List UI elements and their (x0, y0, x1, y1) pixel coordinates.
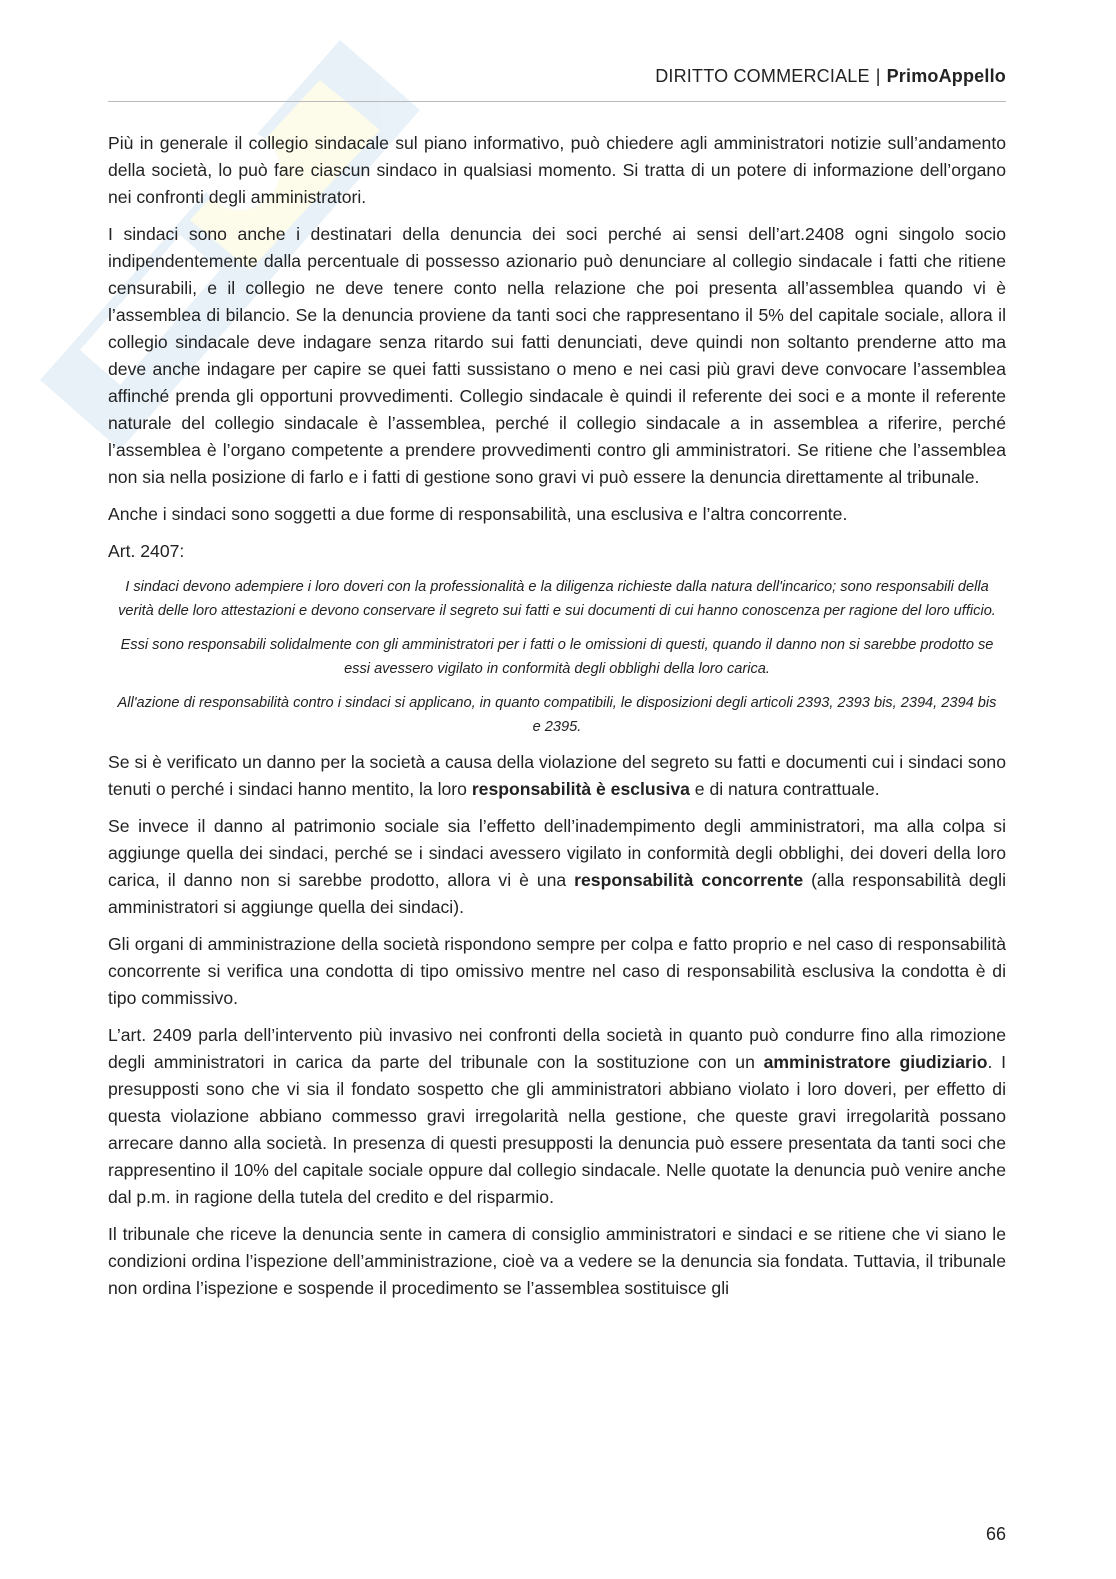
law-quote: Essi sono responsabili solidalmente con gli amministratori per i fatti o le omissioni di questi, quando il danno non si sarebbe prodotto se essi avessero vigilato in conformità degli obblighi della loro carica. (120, 637, 994, 677)
paragraph: Anche i sindaci sono soggetti a due forme di responsabilità, una esclusiva e l’altra concorrente. (108, 504, 848, 524)
bold-term: amministratore giudiziario (763, 1052, 988, 1072)
paragraph (108, 813, 1006, 921)
header-brand: PrimoAppello (886, 66, 1006, 86)
bold-term: responsabilità è esclusiva (471, 779, 690, 799)
text-run: . I presupposti sono che vi sia il fondato sospetto che gli amministratori abbiano violato i loro doveri, per effetto di questa violazione abbiano commesso gravi irregolarità nella gestione, che queste gravi irregolarità possano arrecare danno alla società. In presenza di questi presupposti la denuncia può essere presentata da tanti soci che rappresentino il 10% del capitale sociale oppure dal collegio sindacale. Nelle quotate la denuncia può venire anche dal p.m. in ragione della tutela del credito e del risparmio. (108, 1052, 1006, 1207)
bold-term: responsabilità concorrente (574, 870, 804, 890)
page-number: 66 (985, 1524, 1006, 1544)
paragraph: I sindaci sono anche i destinatari della denuncia dei soci perché ai sensi dell’art.2408 ogni singolo socio indipendentemente dalla percentuale di possesso azionario può denunciare al collegio sindacale i fatti che ritiene censurabili, e il collegio ne deve tenere conto nella relazione che poi presenta all’assemblea quando vi è l’assemblea di bilancio. Se la denuncia proviene da tanti soci che rappresentano il 5% del capitale sociale, allora il collegio sindacale deve indagare senza ritardo sui fatti denunciati, deve quindi non soltanto prenderne atto ma deve anche indagare per capire se quei fatti sussistano o meno e nei casi più gravi deve convocare l’assemblea affinché prenda gli opportuni provvedimenti. Collegio sindacale è quindi il referente dei soci e a monte il referente naturale del collegio sindacale è l’assemblea, perché il collegio sindacale a in assemblea a riferire, perché l’assemblea è l’organo competente a prendere provvedimenti contro gli amministratori. Se ritiene che l’assemblea non sia nella posizione di farlo e i fatti di gestione sono gravi vi può essere la denuncia direttamente al tribunale. (108, 224, 1006, 487)
paragraph: Art. 2407: (108, 541, 185, 561)
text-run: Se invece il danno al patrimonio sociale sia l’effetto dell’inadempimento degli amministratori, ma alla colpa si aggiunge quella dei sindaci, perché se i sindaci avessero vigilato in conformità degli obblighi, dei doveri della loro carica, il danno non si sarebbe prodotto, allora vi è una (108, 816, 1006, 890)
header-divider (108, 101, 1006, 102)
law-quote: All'azione di responsabilità contro i sindaci si applicano, in quanto compatibili, le disposizioni degli articoli 2393, 2393 bis, 2394, 2394 bis e 2395. (117, 695, 997, 735)
header-subject: DIRITTO COMMERCIALE (655, 66, 870, 86)
paragraph: Gli organi di amministrazione della società rispondono sempre per colpa e fatto proprio e nel caso di responsabilità concorrente si verifica una condotta di tipo omissivo mentre nel caso di responsabilità esclusiva la condotta è di tipo commissivo. (108, 934, 1006, 1008)
header-separator: | (875, 66, 881, 86)
law-quote: I sindaci devono adempiere i loro doveri con la professionalità e la diligenza richieste dalla natura dell'incarico; sono responsabili della verità delle loro attestazioni e devono conservare il segreto sui fatti e sui documenti di cui hanno conoscenza per ragione del loro ufficio. (118, 579, 996, 619)
paragraph (108, 1022, 1006, 1211)
paragraph: Il tribunale che riceve la denuncia sente in camera di consiglio amministratori e sindaci e se ritiene che vi siano le condizioni ordina l’ispezione dell’amministrazione, cioè va a vedere se la denuncia sia fondata. Tuttavia, il tribunale non ordina l’ispezione e sospende il procedimento se l’assemblea sostituisce gli (108, 1224, 1006, 1298)
text-run: L’art. 2409 parla dell’intervento più invasivo nei confronti della società in quanto può condurre fino alla rimozione degli amministratori in carica da parte del tribunale con la sostituzione con un (108, 1025, 1006, 1072)
paragraph (108, 749, 1006, 803)
text-run: (alla responsabilità degli amministratori si aggiunge quella dei sindaci). (108, 870, 1006, 917)
document-body (108, 130, 1006, 1312)
paragraph: Più in generale il collegio sindacale sul piano informativo, può chiedere agli amministratori notizie sull’andamento della società, lo può fare ciascun sindaco in qualsiasi momento. Si tratta di un potere di informazione dell’organo nei confronti degli amministratori. (108, 133, 1006, 207)
text-run: e di natura contrattuale. (689, 779, 880, 799)
page-header (108, 66, 1006, 87)
text-run: Se si è verificato un danno per la società a causa della violazione del segreto su fatti e documenti cui i sindaci sono tenuti o perché i sindaci hanno mentito, la loro (108, 752, 1006, 799)
